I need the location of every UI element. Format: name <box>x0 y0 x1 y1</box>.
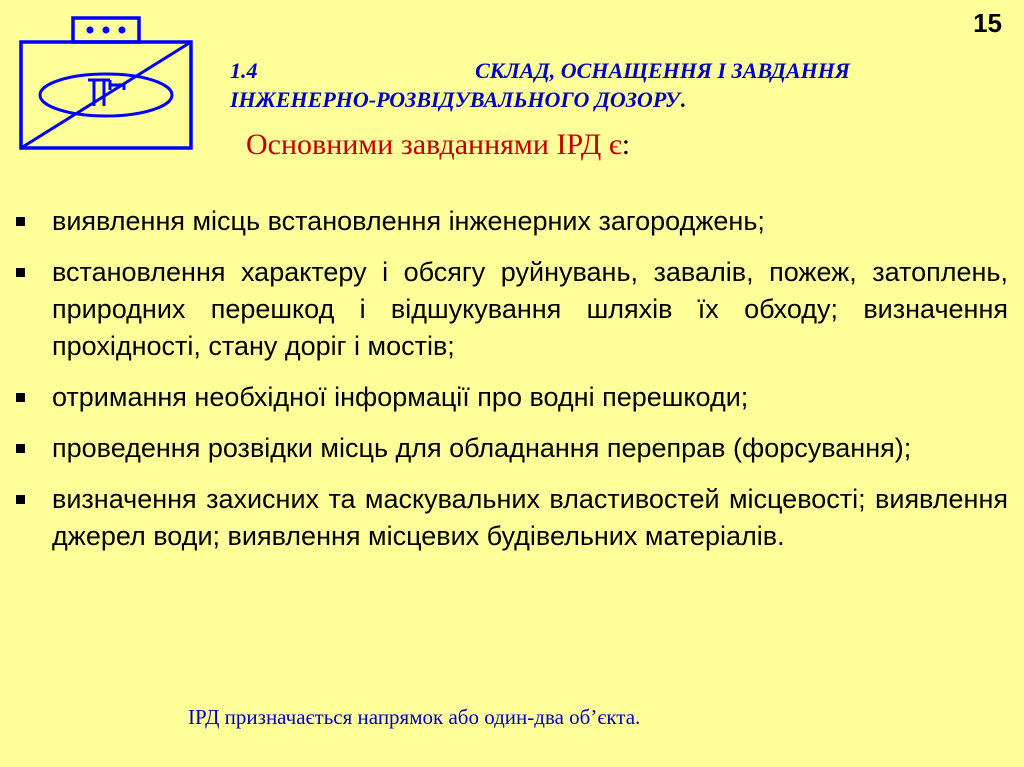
bullet-icon <box>16 217 25 226</box>
subtitle-colon: : <box>621 128 631 161</box>
task-text: отримання необхідної інформації про водні перешкоди; <box>52 382 749 412</box>
task-item <box>14 481 1008 555</box>
task-item <box>14 254 1008 365</box>
bullet-icon <box>16 495 25 504</box>
footnote: ІРД призначається напрямок або один-два об’єкта. <box>188 705 641 729</box>
task-item <box>14 430 1008 467</box>
task-item <box>14 203 1008 240</box>
heading-period: . <box>680 87 686 112</box>
subtitle-text: Основними завданнями ІРД є <box>246 128 622 161</box>
task-text: проведення розвідки місць для обладнання переправ (форсування); <box>52 433 912 463</box>
bullet-icon <box>16 268 25 277</box>
task-text: встановлення характеру і обсягу руйнувань, завалів, пожеж, затоплень, природних перешкод і відшукування шляхів їх обходу; визначення прохідності, стану доріг і мостів; <box>52 257 1008 361</box>
subtitle <box>246 128 630 162</box>
task-text: виявлення місць встановлення інженерних загороджень; <box>52 206 765 236</box>
bullet-icon <box>16 444 25 453</box>
task-list <box>14 203 1008 569</box>
section-number: 1.4 <box>230 58 258 83</box>
heading-line-1: СКЛАД, ОСНАЩЕННЯ І ЗАВДАННЯ <box>475 58 850 83</box>
bullet-icon <box>16 393 25 402</box>
section-heading <box>230 56 850 114</box>
task-text: визначення захисних та маскувальних властивостей місцевості; виявлення джерел води; виявлення місцевих будівельних матеріалів. <box>52 484 1008 551</box>
heading-line-2: ІНЖЕНЕРНО-РОЗВІДУВАЛЬНОГО ДОЗОРУ <box>230 87 681 112</box>
task-item <box>14 379 1008 416</box>
engineer-reconnaissance-patrol-symbol-icon <box>18 14 198 154</box>
page-number: 15 <box>973 8 1002 38</box>
